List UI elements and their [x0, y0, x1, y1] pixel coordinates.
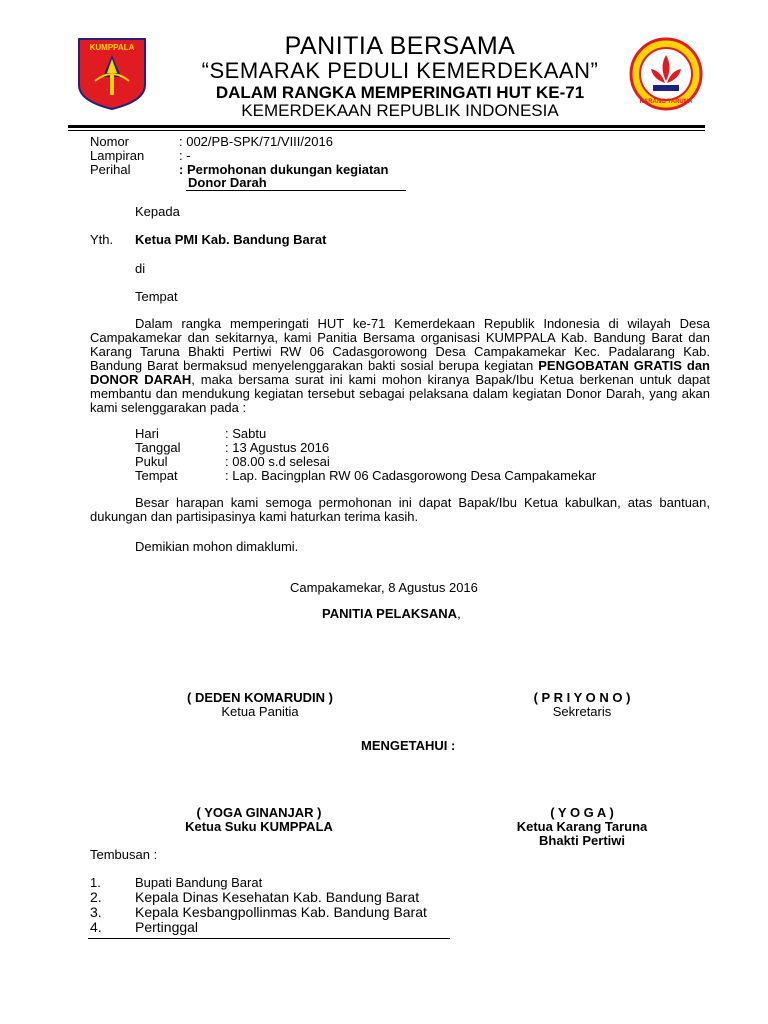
tembusan-item-3: Kepala Kesbangpollinmas Kab. Bandung Barat — [135, 904, 427, 920]
body-paragraph-3: Demikian mohon dimaklumi. — [135, 539, 299, 554]
kumppala-logo — [77, 37, 147, 111]
body-p2-text: Besar harapan kami semoga permohonan ini dapat Bapak/Ibu Ketua kabulkan, atas bantuan, dukungan dan partisipasinya kami haturkan terima kasih. — [90, 495, 710, 524]
yth-text: Yth. — [90, 232, 114, 247]
sig-sekretaris-name: ( P R I Y O N O ) — [533, 690, 631, 705]
tembusan-num-4: 4. — [90, 919, 102, 935]
sig-sekretaris-role: Sekretaris — [552, 704, 612, 719]
di-text: di — [135, 261, 146, 276]
perihal-underline — [186, 190, 406, 191]
tempat-label: Tempat — [135, 468, 178, 483]
header-rule-thick — [68, 125, 705, 128]
committee-suffix: , — [457, 606, 461, 621]
tanggal-value: : 13 Agustus 2016 — [225, 440, 330, 455]
body-p1-part-b: , maka bersama surat ini kami mohon kiranya Bapak/Ibu Ketua berkenan untuk dapat membantu dan mendukung kegiatan tersebut sebagai pelaksana dalam kegiatan Donor Darah, yang akan kami selenggarakan pada : — [90, 372, 710, 415]
pukul-value: : 08.00 s.d selesai — [225, 454, 330, 469]
recipient-text: Ketua PMI Kab. Bandung Barat — [135, 232, 327, 247]
hari-label: Hari — [135, 426, 159, 441]
body-p1-bold: PENGOBATAN GRATIS dan DONOR DARAH — [90, 358, 711, 387]
body-paragraph-1 — [90, 317, 710, 415]
lampiran-label: Lampiran — [90, 148, 145, 163]
sig-ketua-name: ( DEDEN KOMARUDIN ) — [187, 690, 333, 705]
tembusan-item-2: Kepala Dinas Kesehatan Kab. Bandung Barat — [135, 889, 420, 905]
tembusan-num-1: 1. — [90, 875, 101, 890]
nomor-label: Nomor — [90, 134, 130, 149]
sig-karang-taruna-role-1: Ketua Karang Taruna — [516, 819, 648, 834]
tempat-value: : Lap. Bacingplan RW 06 Cadasgorowong Desa Campakamekar — [225, 468, 597, 483]
header-rule-thin — [68, 130, 705, 131]
sig-ketua-suku-name: ( YOGA GINANJAR ) — [196, 805, 322, 820]
tanggal-label: Tanggal — [135, 440, 181, 455]
letterhead-line4: KEMERDEKAAN REPUBLIK INDONESIA — [241, 101, 559, 120]
tembusan-underline — [88, 938, 450, 939]
tembusan-num-3: 3. — [90, 904, 102, 920]
sig-karang-taruna-name: ( Y O G A ) — [550, 805, 614, 820]
hari-value: : Sabtu — [225, 426, 267, 441]
tempat-text: Tempat — [135, 289, 178, 304]
karang-taruna-logo — [629, 37, 703, 111]
perihal-value-2: Donor Darah — [188, 175, 267, 190]
letterhead-title: PANITIA BERSAMA — [284, 32, 516, 60]
sig-ketua-role: Ketua Panitia — [221, 704, 299, 719]
nomor-value: : 002/PB-SPK/71/VIII/2016 — [179, 134, 333, 149]
mengetahui-label: MENGETAHUI : — [361, 738, 456, 753]
svg-text:KARANG TARUNA: KARANG TARUNA — [639, 99, 693, 105]
tembusan-item-4: Pertinggal — [135, 919, 199, 935]
kepada-text: Kepada — [135, 204, 180, 219]
body-paragraph-2 — [90, 496, 710, 524]
sig-karang-taruna-role-2: Bhakti Pertiwi — [539, 833, 625, 848]
place-date: Campakamekar, 8 Agustus 2016 — [290, 580, 478, 595]
committee-title — [322, 606, 461, 621]
pukul-label: Pukul — [135, 454, 168, 469]
perihal-value-1: : Permohonan dukungan kegiatan — [179, 162, 389, 177]
tembusan-label: Tembusan : — [90, 847, 158, 862]
tembusan-num-2: 2. — [90, 889, 102, 905]
lampiran-value: : - — [179, 148, 191, 163]
svg-text:KUMPPALA: KUMPPALA — [89, 43, 135, 52]
letterhead-subtitle: “SEMARAK PEDULI KEMERDEKAAN” — [201, 58, 599, 83]
tembusan-item-1: Bupati Bandung Barat — [135, 875, 263, 890]
letterhead-line3: DALAM RANGKA MEMPERINGATI HUT KE-71 — [215, 83, 585, 102]
perihal-label: Perihal — [90, 162, 131, 177]
sig-ketua-suku-role: Ketua Suku KUMPPALA — [185, 819, 333, 834]
body-p1-part-a: Dalam rangka memperingati HUT ke-71 Kemerdekaan Republik Indonesia di wilayah Desa Campakamekar dan sekitarnya, kami Panitia Bersama organisasi KUMPPALA Kab. Bandung Barat dan Karang Taruna Bhakti Pertiwi RW 06 Cadasgorowong Desa Campakamekar Kec. Padalarang Kab. Bandung Barat bermaksud menyelenggarakan bakti sosial berupa kegiatan — [90, 316, 710, 373]
committee-name: PANITIA PELAKSANA — [322, 606, 458, 621]
